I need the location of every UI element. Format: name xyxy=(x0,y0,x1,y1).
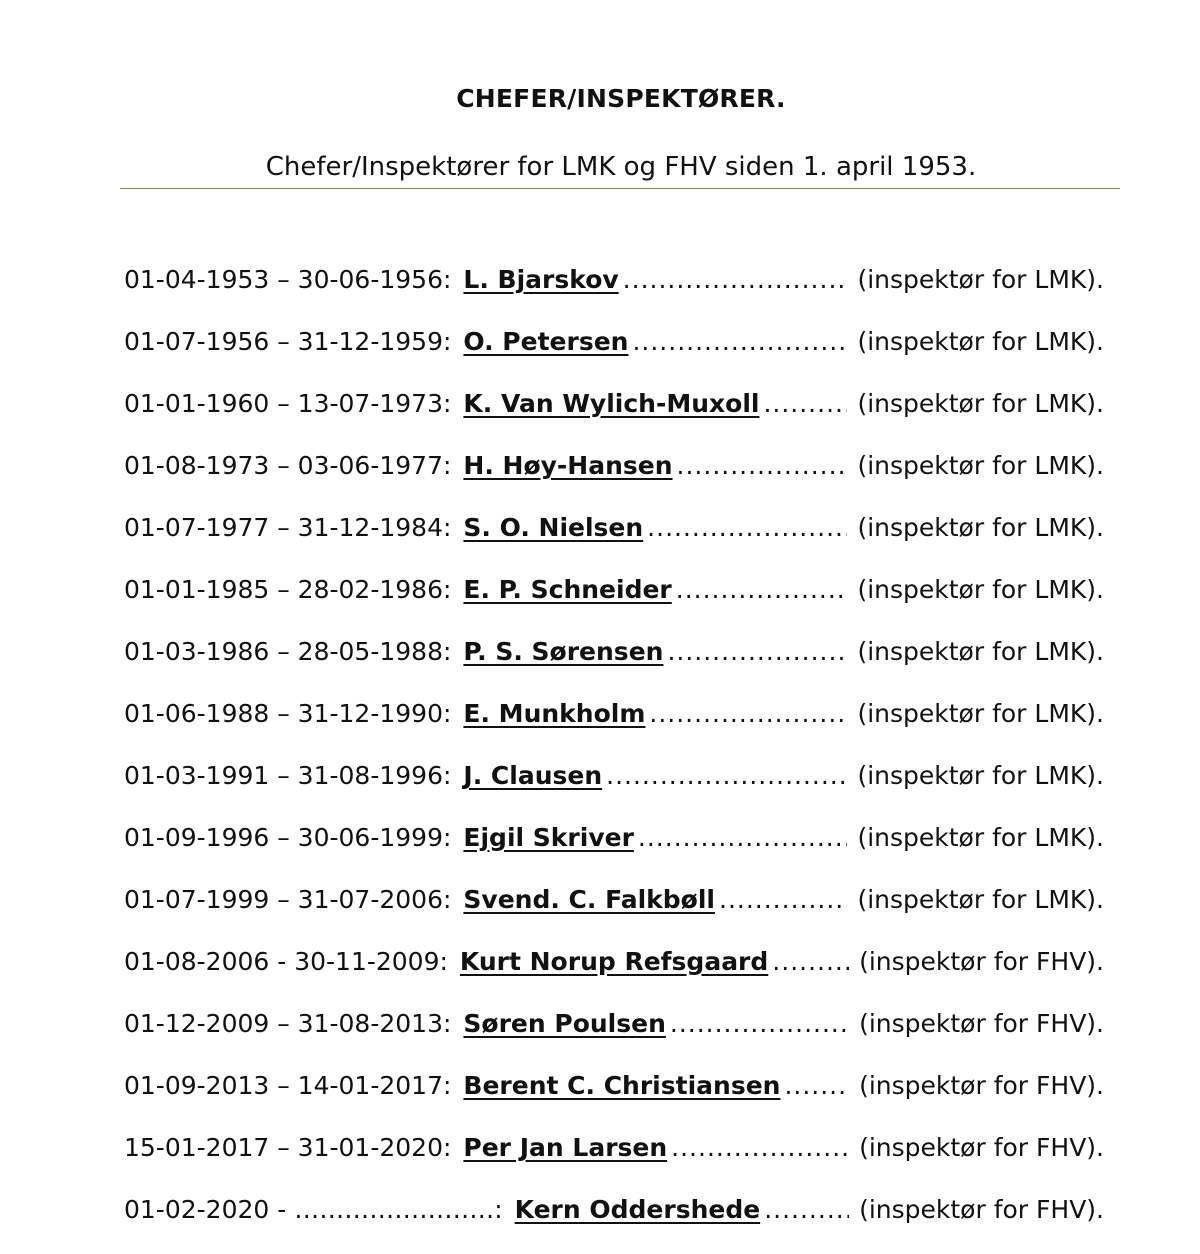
inspector-name: E. P. Schneider xyxy=(463,575,672,604)
period-text: 01-07-1956 – 31-12-1959: xyxy=(124,327,452,356)
list-item xyxy=(124,1192,1104,1254)
role-text: (inspektør for FHV). xyxy=(859,1195,1104,1224)
inspector-name: L. Bjarskov xyxy=(463,265,619,294)
role-text: (inspektør for LMK). xyxy=(857,327,1104,356)
role-text: (inspektør for LMK). xyxy=(857,575,1104,604)
dot-leader xyxy=(632,324,847,360)
dot-leader xyxy=(784,1068,849,1104)
period-text: 01-08-2006 - 30-11-2009: xyxy=(124,947,448,976)
inspector-name: Kern Oddershede xyxy=(514,1195,761,1224)
list-item xyxy=(124,696,1104,758)
period-text: 01-12-2009 – 31-08-2013: xyxy=(124,1009,452,1038)
list-item xyxy=(124,262,1104,324)
dot-leader xyxy=(772,944,849,980)
dot-leader xyxy=(606,758,847,794)
list-item xyxy=(124,820,1104,882)
period-text: 01-08-1973 – 03-06-1977: xyxy=(124,451,452,480)
inspector-list xyxy=(124,262,1104,1254)
period-text: 01-07-1999 – 31-07-2006: xyxy=(124,885,452,914)
period-text: 01-01-1960 – 13-07-1973: xyxy=(124,389,452,418)
page-title: CHEFER/INSPEKTØRER. xyxy=(456,84,786,113)
page-subtitle: Chefer/Inspektører for LMK og FHV siden 1. april 1953. xyxy=(265,152,977,182)
dot-leader xyxy=(667,634,847,670)
dot-leader xyxy=(671,1130,849,1166)
dot-leader xyxy=(677,448,848,484)
list-item xyxy=(124,510,1104,572)
dot-leader xyxy=(676,572,848,608)
list-item xyxy=(124,944,1104,1006)
dot-leader xyxy=(764,1192,849,1228)
inspector-name: Kurt Norup Refsgaard xyxy=(459,947,769,976)
inspector-name: Svend. C. Falkbøll xyxy=(463,885,715,914)
list-item xyxy=(124,882,1104,944)
dot-leader xyxy=(638,820,848,856)
list-item xyxy=(124,758,1104,820)
role-text: (inspektør for LMK). xyxy=(857,823,1104,852)
inspector-name: J. Clausen xyxy=(463,761,603,790)
role-text: (inspektør for LMK). xyxy=(857,265,1104,294)
period-text: 01-04-1953 – 30-06-1956: xyxy=(124,265,452,294)
inspector-name: P. S. Sørensen xyxy=(463,637,664,666)
dot-leader xyxy=(763,386,847,422)
role-text: (inspektør for LMK). xyxy=(857,451,1104,480)
dot-leader xyxy=(649,696,847,732)
role-text: (inspektør for LMK). xyxy=(857,389,1104,418)
role-text: (inspektør for LMK). xyxy=(857,699,1104,728)
dot-leader xyxy=(623,262,848,298)
period-text: 01-09-2013 – 14-01-2017: xyxy=(124,1071,452,1100)
role-text: (inspektør for FHV). xyxy=(859,1009,1104,1038)
inspector-name: H. Høy-Hansen xyxy=(463,451,673,480)
dot-leader xyxy=(719,882,847,918)
list-item xyxy=(124,448,1104,510)
role-text: (inspektør for FHV). xyxy=(859,1071,1104,1100)
inspector-name: O. Petersen xyxy=(463,327,629,356)
dot-leader xyxy=(647,510,847,546)
list-item xyxy=(124,386,1104,448)
dot-leader xyxy=(670,1006,849,1042)
inspector-name: Søren Poulsen xyxy=(463,1009,666,1038)
inspector-name: E. Munkholm xyxy=(463,699,646,728)
period-text: 01-02-2020 - ……………………: xyxy=(124,1195,503,1224)
period-text: 01-03-1986 – 28-05-1988: xyxy=(124,637,452,666)
list-item xyxy=(124,324,1104,386)
role-text: (inspektør for FHV). xyxy=(859,947,1104,976)
period-text: 01-03-1991 – 31-08-1996: xyxy=(124,761,452,790)
role-text: (inspektør for LMK). xyxy=(857,885,1104,914)
inspector-name: Per Jan Larsen xyxy=(463,1133,668,1162)
list-item xyxy=(124,1130,1104,1192)
inspector-name: Ejgil Skriver xyxy=(463,823,634,852)
inspector-name: K. Van Wylich-Muxoll xyxy=(463,389,760,418)
list-item xyxy=(124,1068,1104,1130)
role-text: (inspektør for FHV). xyxy=(859,1133,1104,1162)
inspector-name: S. O. Nielsen xyxy=(463,513,644,542)
period-text: 15-01-2017 – 31-01-2020: xyxy=(124,1133,452,1162)
period-text: 01-06-1988 – 31-12-1990: xyxy=(124,699,452,728)
role-text: (inspektør for LMK). xyxy=(857,637,1104,666)
period-text: 01-07-1977 – 31-12-1984: xyxy=(124,513,452,542)
role-text: (inspektør for LMK). xyxy=(857,513,1104,542)
role-text: (inspektør for LMK). xyxy=(857,761,1104,790)
header-divider xyxy=(120,188,1120,189)
inspector-name: Berent C. Christiansen xyxy=(463,1071,781,1100)
list-item xyxy=(124,572,1104,634)
list-item xyxy=(124,1006,1104,1068)
list-item xyxy=(124,634,1104,696)
period-text: 01-01-1985 – 28-02-1986: xyxy=(124,575,452,604)
period-text: 01-09-1996 – 30-06-1999: xyxy=(124,823,452,852)
